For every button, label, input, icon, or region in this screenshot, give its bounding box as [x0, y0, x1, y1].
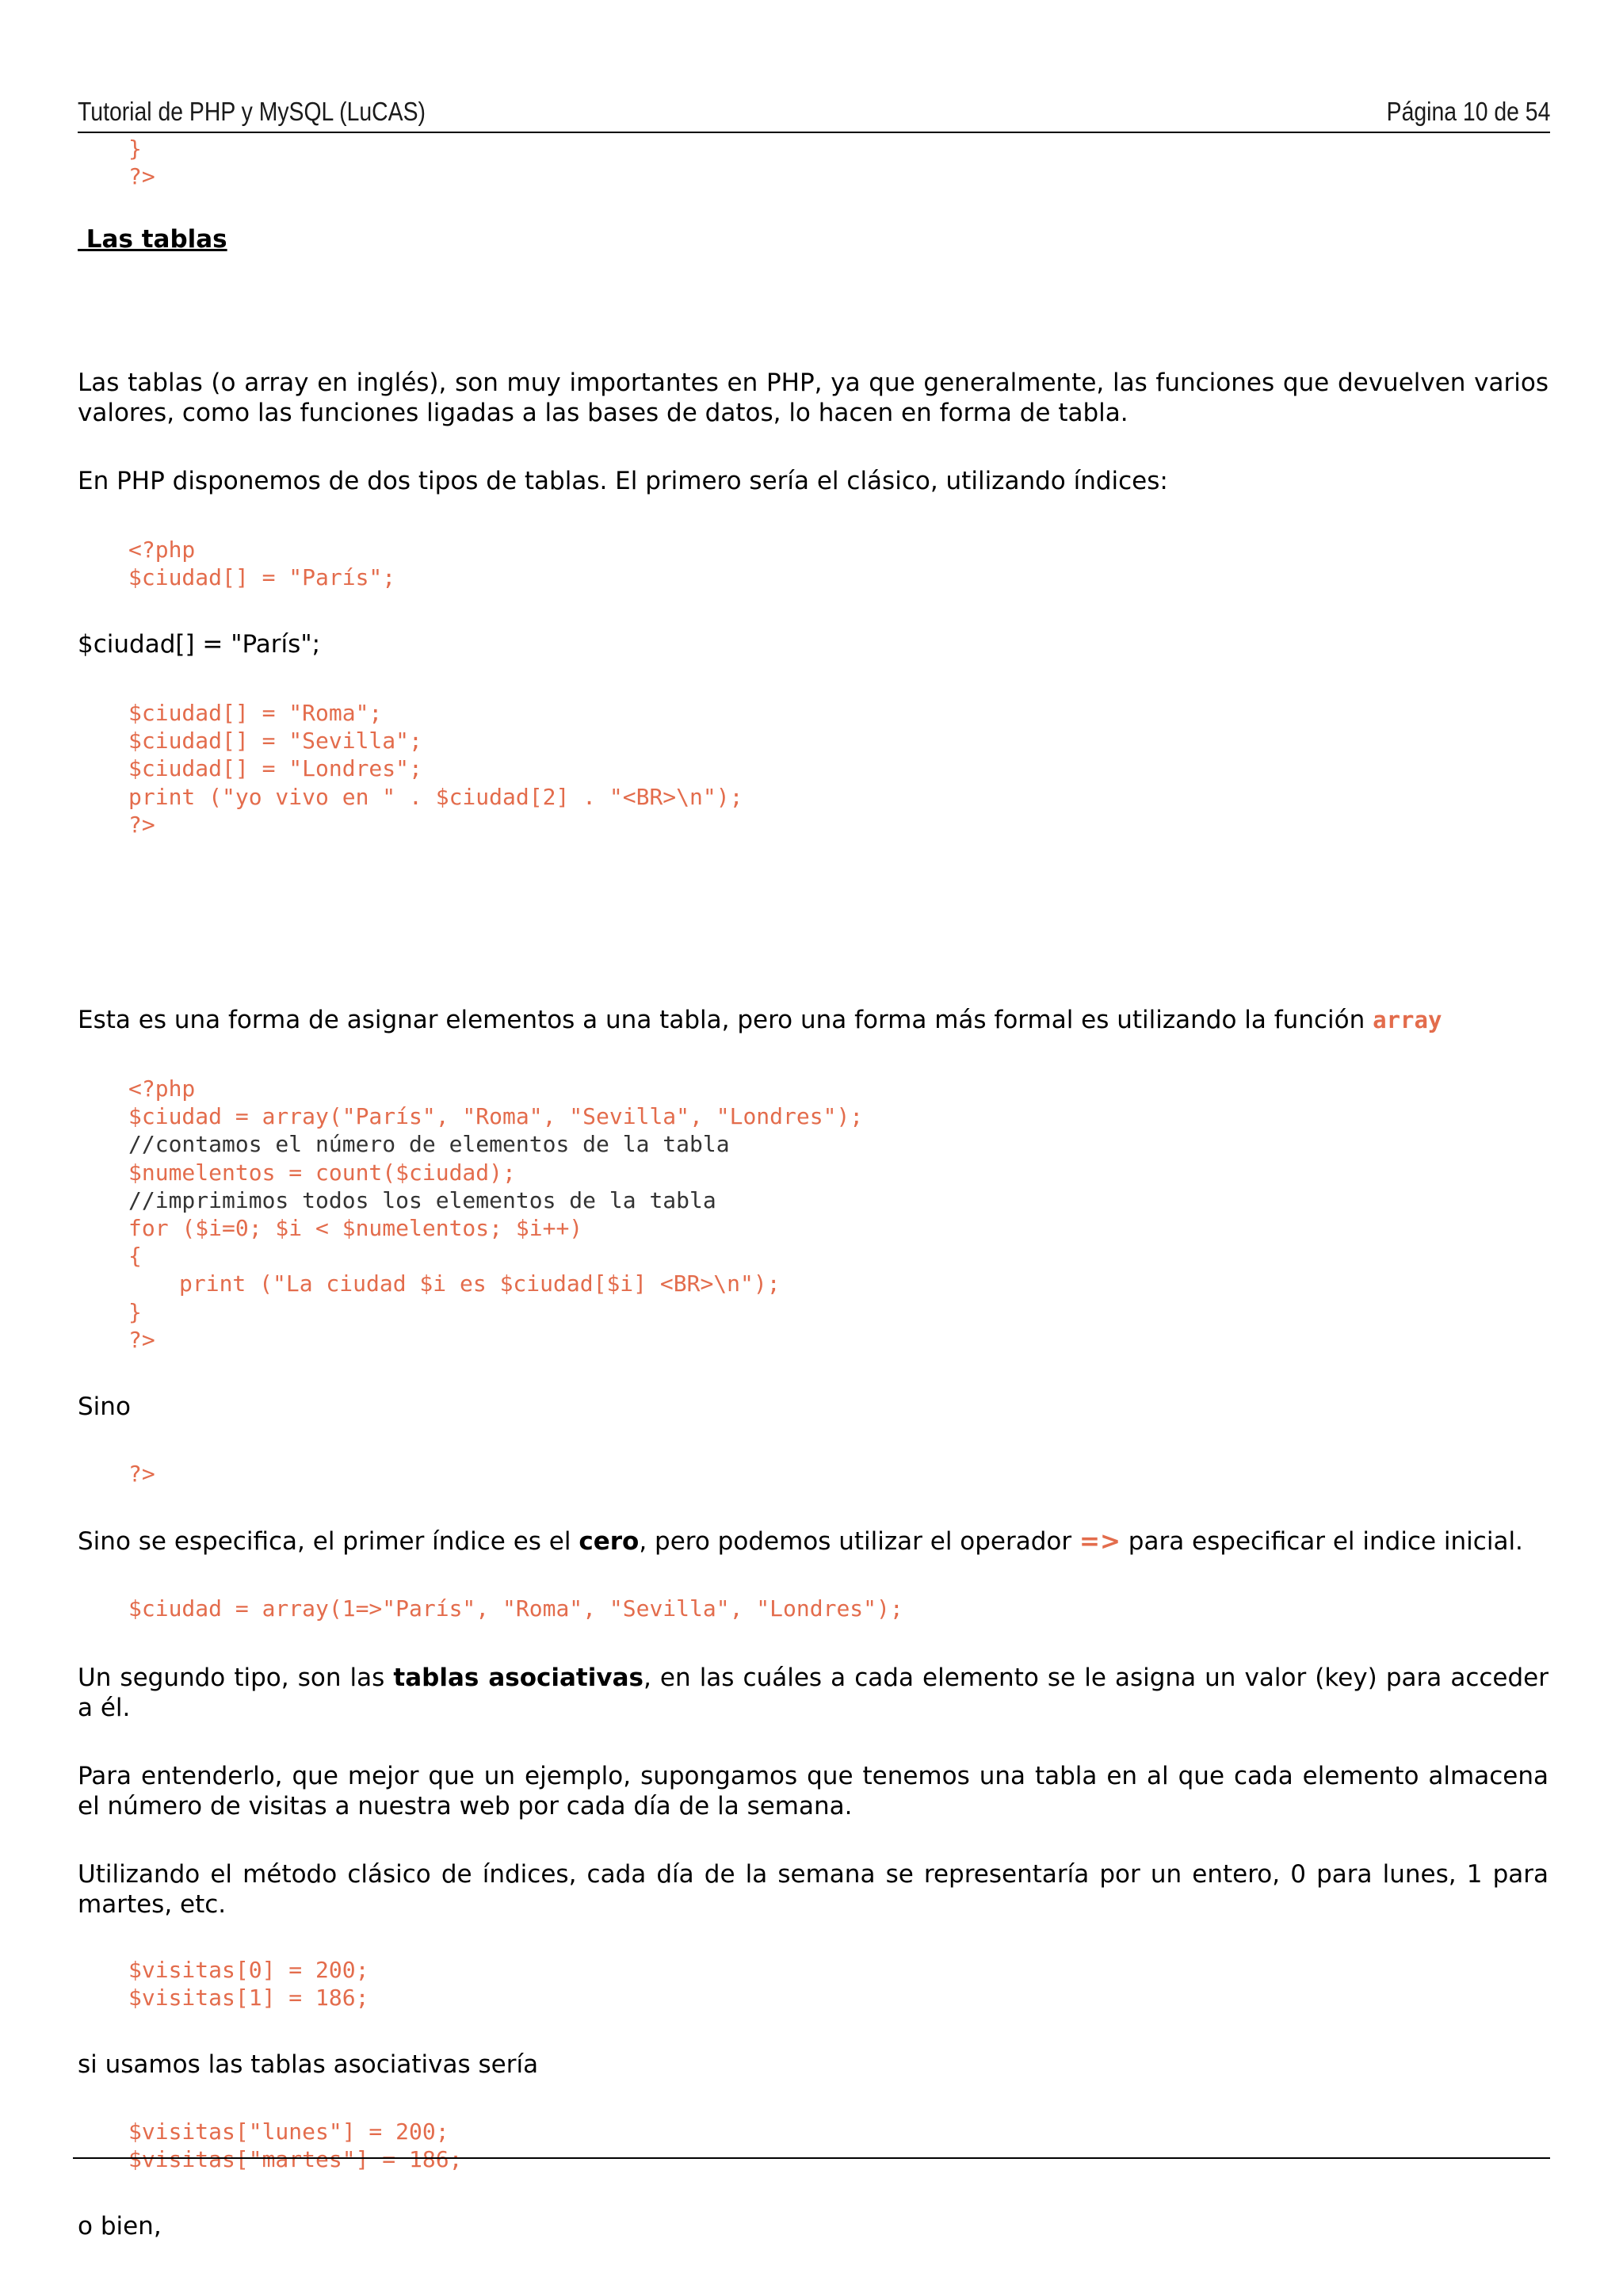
code-line: } — [128, 1298, 142, 1325]
code-block-array — [128, 1075, 1549, 1354]
paragraph-intro: Las tablas (o array en inglés), son muy importantes en PHP, ya que generalmente, las funciones que devuelven varios valores, como las funciones ligadas a las bases de datos, lo hacen en forma de tabla. — [78, 369, 1549, 427]
code-line: $visitas[1] = 186; — [128, 1985, 369, 2011]
paragraph-text: Esta es una forma de asignar elementos a una tabla, pero una forma más formal es utilizando la función — [78, 1006, 1373, 1034]
paragraph-sino: Sino — [78, 1392, 131, 1421]
code-line: $ciudad = array(1=>"París", "Roma", "Sevilla", "Londres"); — [128, 1595, 903, 1622]
code-line: ?> — [128, 1326, 155, 1353]
code-line: <?php — [128, 1075, 196, 1102]
code-line-indented: print ("La ciudad $i es $ciudad[$i] <BR>\n"); — [179, 1270, 781, 1297]
code-line: ?> — [128, 811, 155, 838]
code-line: for ($i=0; $i < $numelentos; $i++) — [128, 1215, 583, 1242]
paragraph-classic-method: Utilizando el método clásico de índices, cada día de la semana se representaría por un entero, 0 para lunes, 1 para martes, etc. — [78, 1860, 1549, 1919]
document-title: Tutorial de PHP y MySQL (LuCAS) — [78, 97, 426, 126]
code-comment: //imprimimos todos los elementos de la tabla — [128, 1186, 716, 1213]
paragraph-associative — [78, 1663, 1549, 1723]
code-line: $visitas["martes"] = 186; — [128, 2146, 463, 2173]
code-line: print ("yo vivo en " . $ciudad[2] . "<BR>\n"); — [128, 783, 743, 810]
paragraph-text: para especificar el indice inicial. — [1120, 1527, 1523, 1556]
code-line: $numelentos = count($ciudad); — [128, 1159, 516, 1186]
code-line: $ciudad[] = "Sevilla"; — [128, 728, 422, 755]
code-line — [128, 1270, 1549, 1297]
code-block-close — [128, 1460, 1549, 1488]
paragraph-array-function — [78, 1005, 1549, 1035]
paragraph-associative-usage: si usamos las tablas asociativas sería — [78, 2050, 539, 2079]
code-block-visitas-assoc — [128, 2118, 1549, 2173]
code-block-index-2 — [128, 699, 1549, 839]
code-block-closing — [128, 135, 1549, 190]
page-header — [78, 95, 1550, 133]
code-line: $ciudad[] = "Londres"; — [128, 755, 422, 782]
code-line: $visitas[0] = 200; — [128, 1957, 369, 1983]
paragraph-assign: $ciudad[] = "París"; — [78, 630, 321, 659]
code-line: $visitas["lunes"] = 200; — [128, 2118, 449, 2145]
bold-text: tablas asociativas — [393, 1664, 643, 1692]
code-block-visitas-index — [128, 1956, 1549, 2011]
paragraph-text: , en las cuáles a cada elemento se le asigna un valor (key) para acceder a él. — [78, 1664, 1549, 1722]
paragraph-types: En PHP disponemos de dos tipos de tablas. El primero sería el clásico, utilizando índices: — [78, 467, 1168, 495]
code-line: { — [128, 1243, 142, 1270]
page-number: Página 10 de 54 — [1386, 97, 1550, 126]
inline-code-keyword: array — [1373, 1007, 1442, 1033]
code-line: ?> — [128, 1461, 155, 1487]
code-line: } — [128, 136, 142, 162]
code-line: $ciudad = array("París", "Roma", "Sevilla", "Londres"); — [128, 1103, 864, 1130]
code-line: ?> — [128, 163, 155, 190]
paragraph-text: Un segundo tipo, son las — [78, 1664, 394, 1692]
code-line: $ciudad[] = "Roma"; — [128, 700, 383, 726]
paragraph-text: Sino se especifica, el primer índice es el — [78, 1527, 579, 1556]
section-heading: Las tablas — [78, 225, 227, 254]
code-line: $ciudad[] = "París"; — [128, 564, 396, 591]
operator-symbol: => — [1079, 1527, 1121, 1556]
paragraph-index-start — [78, 1526, 1549, 1557]
bold-text: cero — [579, 1527, 640, 1556]
code-block-array-offset — [128, 1595, 1549, 1622]
paragraph-example: Para entenderlo, que mejor que un ejemplo, supongamos que tenemos una tabla en al que cada elemento almacena el número de visitas a nuestra web por cada día de la semana. — [78, 1762, 1549, 1820]
paragraph-o-bien: o bien, — [78, 2212, 162, 2241]
code-line: <?php — [128, 537, 196, 563]
code-block-index-1 — [128, 536, 1549, 591]
code-comment: //contamos el número de elementos de la tabla — [128, 1131, 730, 1158]
footer-rule — [73, 2157, 1550, 2159]
paragraph-text: , pero podemos utilizar el operador — [639, 1527, 1079, 1556]
